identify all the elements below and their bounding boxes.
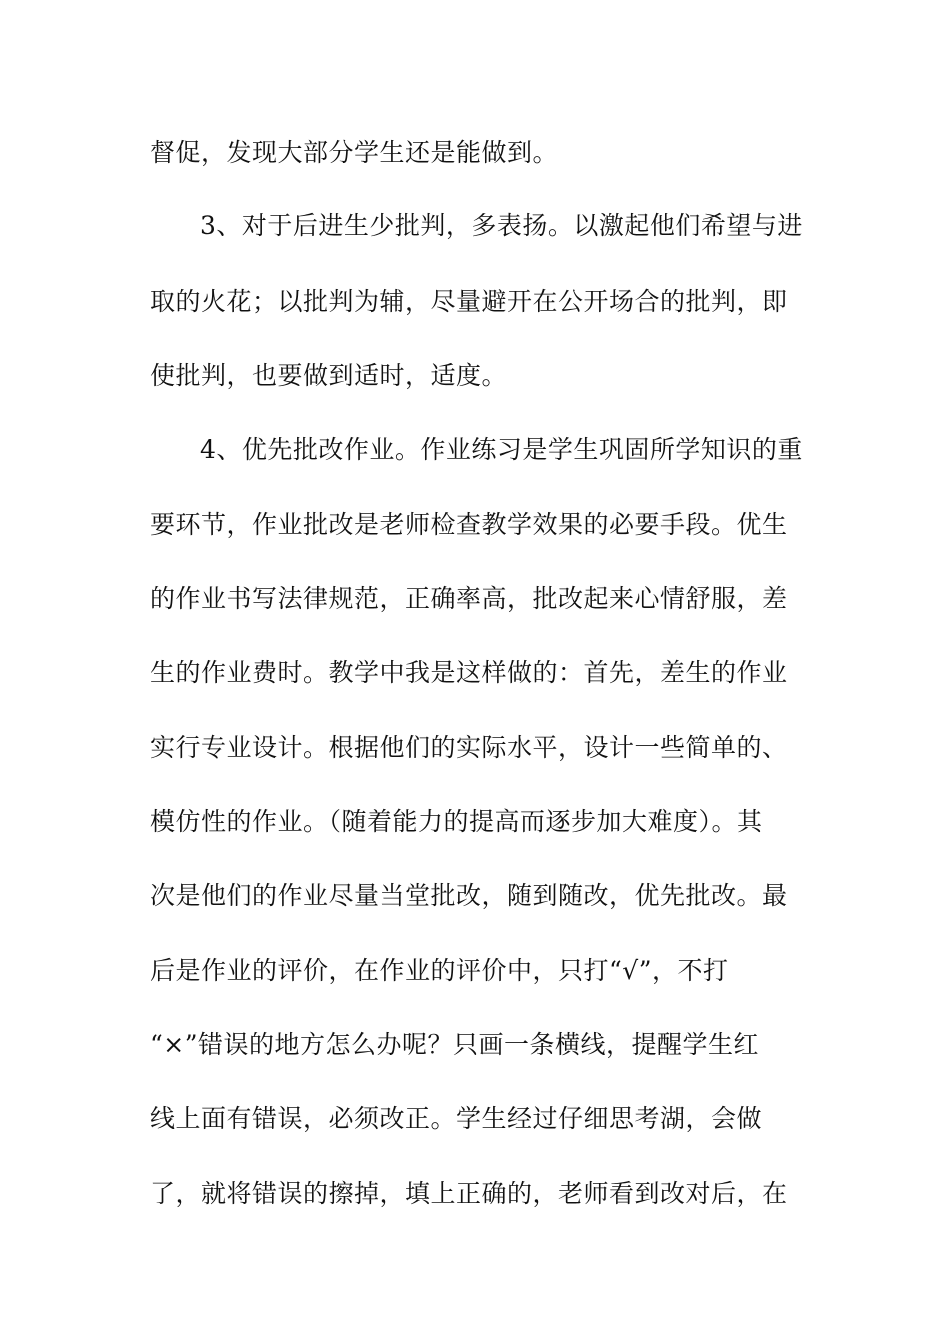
- text-line: 实行专业设计。根据他们的实际水平，设计一些简单的、: [150, 733, 788, 762]
- text-line: 要环节，作业批改是老师检查教学效果的必要手段。优生: [150, 510, 788, 539]
- paragraph-4-start: 4、优先批改作业。作业练习是学生巩固所学知识的重: [200, 435, 803, 464]
- text-line: 模仿性的作业。（随着能力的提高而逐步加大难度）。其: [150, 807, 763, 836]
- text-line: 取的火花；以批判为辅，尽量避开在公开场合的批判，即: [150, 287, 788, 316]
- text-line: 线上面有错误，必须改正。学生经过仔细思考湖，会做: [150, 1104, 763, 1133]
- paragraph-3-start: 3、对于后进生少批判，多表扬。以激起他们希望与进: [200, 211, 803, 240]
- text-line: 的作业书写法律规范，正确率高，批改起来心情舒服，差: [150, 584, 788, 613]
- text-line: 了，就将错误的擦掉，填上正确的，老师看到改对后，在: [150, 1179, 788, 1208]
- text-line: “×”错误的地方怎么办呢？只画一条横线，提醒学生红: [150, 1030, 760, 1059]
- text-line: 督促，发现大部分学生还是能做到。: [150, 138, 559, 167]
- text-line: 后是作业的评价，在作业的评价中，只打“√”，不打: [150, 956, 729, 985]
- text-line: 使批判，也要做到适时，适度。: [150, 361, 508, 390]
- text-line: 次是他们的作业尽量当堂批改，随到随改，优先批改。最: [150, 881, 788, 910]
- text-line: 生的作业费时。教学中我是这样做的：首先，差生的作业: [150, 658, 788, 687]
